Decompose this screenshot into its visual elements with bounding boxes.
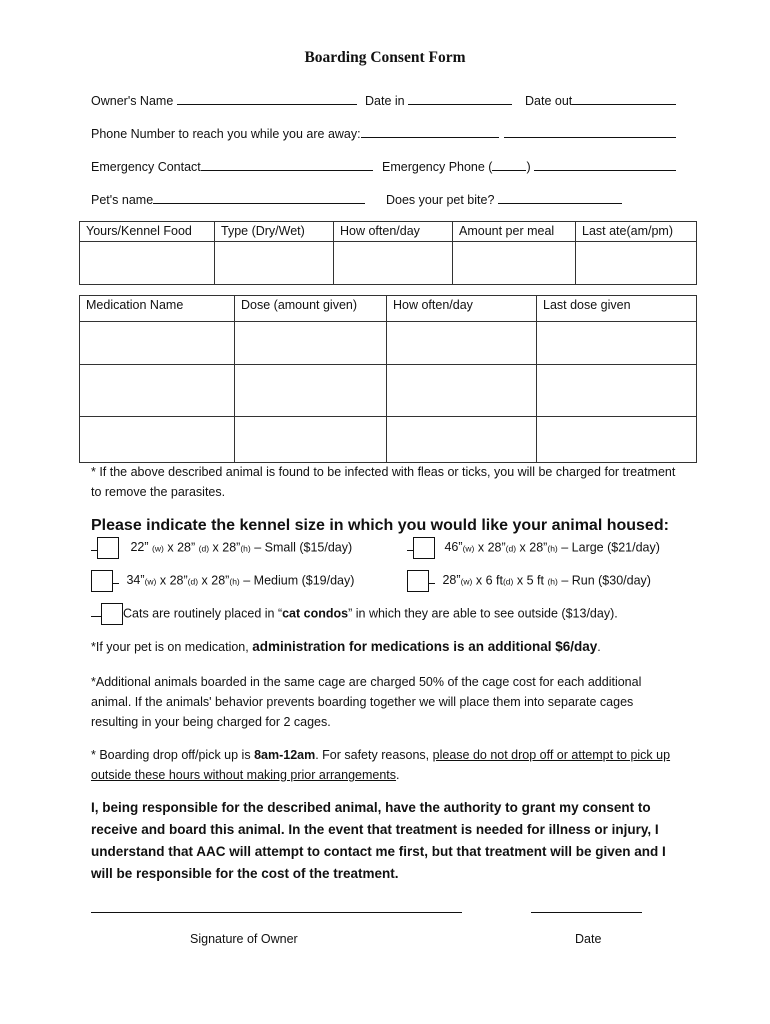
med-cell[interactable]	[235, 417, 387, 463]
run-checkbox[interactable]	[407, 570, 429, 592]
food-table-header	[80, 222, 697, 242]
med-cell[interactable]	[235, 322, 387, 365]
medium-d: 28”	[169, 573, 188, 588]
date-label: Date	[575, 932, 602, 946]
med-often-col-header: How often/day	[387, 296, 537, 322]
medication-table	[79, 295, 697, 463]
kennel-option-cats	[91, 603, 618, 625]
additional-animals-note: *Additional animals boarded in the same cage are charged 50% of the cage cost for each additional animal. If the animals' behavior prevents boarding together we will place them into separate cages resulting in your being charged for 2 cages.	[91, 675, 642, 729]
dropoff-note	[91, 745, 681, 785]
med-cell[interactable]	[80, 365, 235, 417]
unit-w: (w)	[462, 543, 475, 554]
medium-checkbox[interactable]	[91, 570, 113, 592]
type-col-header: Type (Dry/Wet)	[215, 222, 334, 242]
med-table-header	[80, 296, 697, 322]
medium-label: – Medium ($19/day)	[243, 573, 355, 588]
dropoff-mid: . For safety reasons,	[315, 748, 433, 762]
cats-text-bold: cat condos	[282, 606, 349, 621]
emergency-contact-field[interactable]	[201, 157, 373, 171]
bite-row	[386, 190, 622, 207]
unit-x: x	[212, 540, 219, 555]
food-table	[79, 221, 697, 285]
med-cell[interactable]	[235, 365, 387, 417]
unit-d: (d)	[187, 576, 199, 587]
pet-name-label: Pet's name	[91, 193, 154, 207]
cats-text-post: ” in which they are able to see outside ($13/day).	[348, 606, 618, 621]
unit-d: (d)	[505, 543, 517, 554]
kennel-option-medium	[91, 570, 354, 592]
emergency-contact-label: Emergency Contact	[91, 160, 201, 174]
med-cell[interactable]	[387, 417, 537, 463]
unit-x: x	[201, 573, 208, 588]
emergency-phone-label: Emergency Phone (	[382, 160, 493, 174]
unit-h: (h)	[547, 576, 558, 587]
med-table-row	[80, 322, 697, 365]
kennel-option-run	[407, 570, 651, 592]
amount-cell[interactable]	[453, 242, 576, 285]
consent-statement: I, being responsible for the described animal, have the authority to grant my consent to receive and board this animal. In the event that treatment is needed for illness or injury, I understand that AAC will attempt to contact me first, but that treatment will be given and I will be responsible for the cost of the treatment.	[91, 800, 666, 881]
emergency-contact-row	[91, 157, 373, 174]
medium-w: 34”	[126, 573, 145, 588]
unit-x: x	[159, 573, 167, 588]
med-table-row	[80, 417, 697, 463]
date-in-field[interactable]	[408, 91, 512, 105]
med-cell[interactable]	[80, 322, 235, 365]
pet-name-row	[91, 190, 365, 207]
phone-field-2[interactable]	[504, 124, 676, 138]
emergency-phone-row	[382, 157, 676, 174]
unit-h: (h)	[547, 543, 558, 554]
small-h: 28”	[222, 540, 241, 555]
meds-note-bold: administration for medications is an additional $6/day	[252, 639, 598, 654]
large-h: 28”	[529, 540, 548, 555]
often-cell[interactable]	[334, 242, 453, 285]
run-w: 28”	[442, 573, 461, 588]
large-w: 46”	[444, 540, 463, 555]
cats-checkbox[interactable]	[101, 603, 123, 625]
emergency-phone-field[interactable]	[534, 157, 676, 171]
med-table-row	[80, 365, 697, 417]
phone-field-1[interactable]	[361, 124, 499, 138]
med-cell[interactable]	[537, 322, 697, 365]
kennel-option-small	[91, 537, 352, 559]
large-label: – Large ($21/day)	[561, 540, 660, 555]
date-out-label: Date out	[525, 94, 573, 108]
emergency-phone-paren: )	[526, 160, 531, 174]
date-in-label: Date in	[365, 94, 405, 108]
owner-name-field[interactable]	[177, 91, 357, 105]
date-out-field[interactable]	[572, 91, 676, 105]
phone-label: Phone Number to reach you while you are away:	[91, 127, 361, 141]
amount-col-header: Amount per meal	[453, 222, 576, 242]
med-cell[interactable]	[537, 417, 697, 463]
medium-h: 28”	[211, 573, 230, 588]
dropoff-post: .	[396, 768, 400, 782]
food-cell[interactable]	[80, 242, 215, 285]
signature-line[interactable]	[91, 912, 462, 913]
owner-name-row	[91, 91, 357, 108]
small-d: 28”	[177, 540, 196, 555]
run-d: 6 ft	[485, 573, 503, 588]
date-line[interactable]	[531, 912, 642, 913]
food-col-header: Yours/Kennel Food	[80, 222, 215, 242]
last-dose-col-header: Last dose given	[537, 296, 697, 322]
unit-x: x	[167, 540, 174, 555]
kennel-option-large	[407, 537, 660, 559]
unit-h: (h)	[229, 576, 240, 587]
unit-w: (w)	[460, 576, 473, 587]
last-ate-cell[interactable]	[576, 242, 697, 285]
dropoff-pre: * Boarding drop off/pick up is	[91, 748, 255, 762]
unit-d: (d)	[198, 543, 210, 554]
small-w: 22”	[130, 540, 149, 555]
phone-row	[91, 124, 676, 141]
unit-h: (h)	[240, 543, 251, 554]
type-cell[interactable]	[215, 242, 334, 285]
cats-text-pre: Cats are routinely placed in “	[123, 606, 283, 621]
unit-w: (w)	[152, 543, 164, 554]
meds-note-pre: *If your pet is on medication,	[91, 640, 253, 654]
dropoff-bold: 8am-12am	[254, 748, 316, 762]
unit-x: x	[516, 573, 524, 588]
food-table-row	[80, 242, 697, 285]
area-code-field[interactable]	[492, 157, 526, 171]
signature-label: Signature of Owner	[190, 932, 298, 946]
small-label: – Small ($15/day)	[254, 540, 353, 555]
unit-d: (d)	[502, 576, 514, 587]
med-cell[interactable]	[80, 417, 235, 463]
owner-name-label: Owner's Name	[91, 94, 174, 108]
last-ate-col-header: Last ate(am/pm)	[576, 222, 697, 242]
med-name-col-header: Medication Name	[80, 296, 235, 322]
often-col-header: How often/day	[334, 222, 453, 242]
pet-name-field[interactable]	[153, 190, 365, 204]
med-cell[interactable]	[537, 365, 697, 417]
flea-note: * If the above described animal is found to be infected with fleas or ticks, you will be charged for treatment to remove the parasites.	[91, 465, 676, 499]
large-checkbox[interactable]	[413, 537, 435, 559]
small-checkbox[interactable]	[97, 537, 119, 559]
unit-x: x	[519, 540, 526, 555]
large-d: 28”	[487, 540, 506, 555]
dropoff-underlined: please do not drop off or attempt to pick up outside these hours without making prior arrangements	[91, 748, 671, 782]
run-h: 5 ft	[526, 573, 544, 588]
meds-note	[91, 639, 601, 654]
kennel-heading: Please indicate the kennel size in which you would like your animal housed:	[91, 517, 669, 534]
page-title: Boarding Consent Form	[304, 49, 466, 66]
unit-x: x	[475, 573, 483, 588]
med-cell[interactable]	[387, 365, 537, 417]
med-cell[interactable]	[387, 322, 537, 365]
dose-col-header: Dose (amount given)	[235, 296, 387, 322]
unit-w: (w)	[144, 576, 157, 587]
run-label: – Run ($30/day)	[561, 573, 651, 588]
date-in-row	[365, 91, 512, 108]
unit-x: x	[477, 540, 485, 555]
bite-label: Does your pet bite?	[386, 193, 495, 207]
bite-field[interactable]	[498, 190, 622, 204]
date-out-row	[525, 91, 676, 108]
meds-note-post: .	[597, 640, 601, 654]
